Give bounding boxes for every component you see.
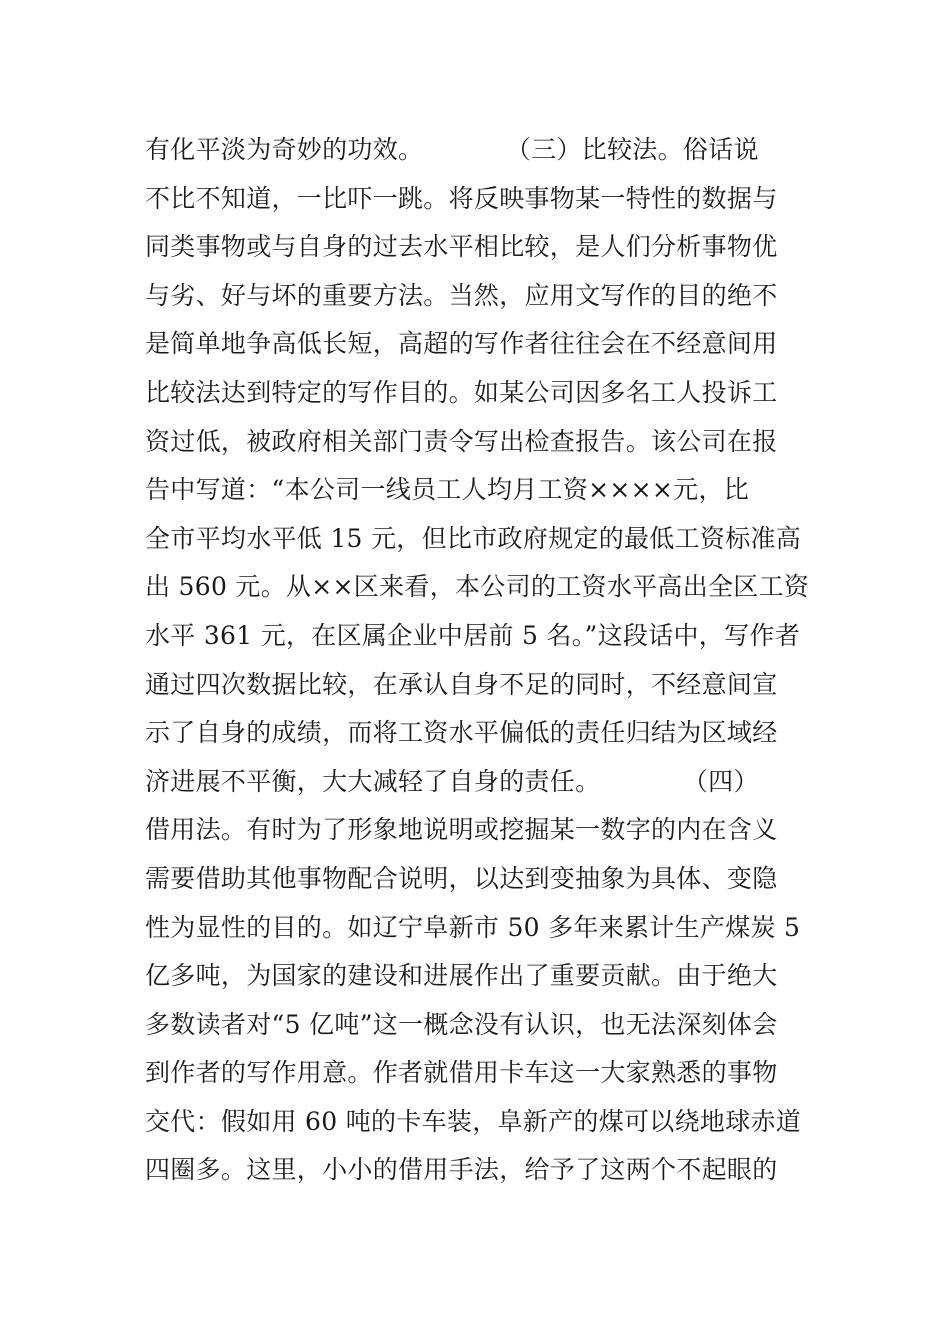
text-line: 同类事物或与自身的过去水平相比较，是人们分析事物优 [145, 232, 778, 262]
text-line: 出 560 元。从××区来看，本公司的工资水平高出全区工资 [145, 572, 810, 602]
text-line: 资过低，被政府相关部门责令写出检查报告。该公司在报 [145, 426, 778, 456]
text-line: 到作者的写作用意。作者就借用卡车这一大家熟悉的事物 [145, 1058, 778, 1088]
text-line: 亿多吨，为国家的建设和进展作出了重要贡献。由于绝大 [145, 961, 778, 991]
text-line: 济进展不平衡，大大减轻了自身的责任。 （四） [145, 766, 759, 796]
text-line: 交代：假如用 60 吨的卡车装，阜新产的煤可以绕地球赤道 [145, 1106, 802, 1136]
text-line: 是简单地争高低长短，高超的写作者往往会在不经意间用 [145, 329, 778, 359]
text-line: 多数读者对“5 亿吨”这一概念没有认识，也无法深刻体会 [145, 1009, 778, 1039]
text-line: 通过四次数据比较，在承认自身不足的同时，不经意间宣 [145, 669, 778, 699]
text-line: 不比不知道，一比吓一跳。将反映事物某一特性的数据与 [145, 183, 778, 213]
body-text [145, 126, 815, 1195]
text-line: 全市平均水平低 15 元，但比市政府规定的最低工资标准高 [145, 523, 802, 553]
text-line: 借用法。有时为了形象地说明或挖掘某一数字的内在含义 [145, 815, 778, 845]
text-line: 比较法达到特定的写作目的。如某公司因多名工人投诉工 [145, 377, 778, 407]
text-line: 需要借助其他事物配合说明，以达到变抽象为具体、变隐 [145, 863, 778, 893]
text-line: 示了自身的成绩，而将工资水平偏低的责任归结为区域经 [145, 718, 778, 748]
text-line: 告中写道：“本公司一线员工人均月工资××××元，比 [145, 475, 750, 505]
text-line: 四圈多。这里，小小的借用手法，给予了这两个不起眼的 [145, 1155, 778, 1185]
text-line: 水平 361 元，在区属企业中居前 5 名。”这段话中，写作者 [145, 620, 800, 650]
text-line: 有化平淡为奇妙的功效。 （三）比较法。俗话说 [145, 135, 759, 164]
text-line: 性为显性的目的。如辽宁阜新市 50 多年来累计生产煤炭 5 [145, 912, 801, 942]
text-line: 与劣、好与坏的重要方法。当然，应用文写作的目的绝不 [145, 280, 778, 310]
